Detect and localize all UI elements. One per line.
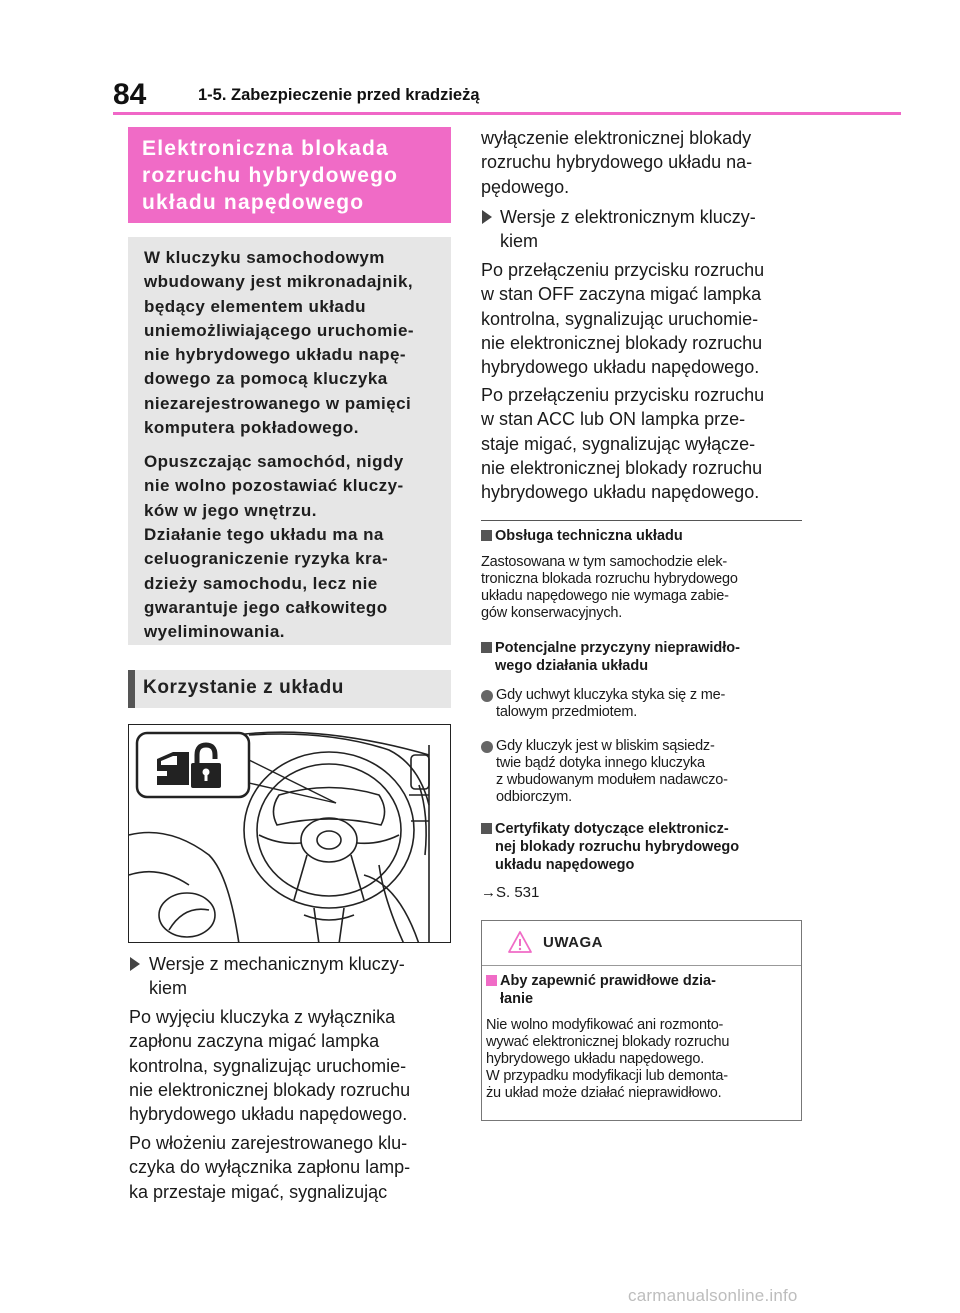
intro-box (128, 237, 451, 645)
header-rule (113, 112, 901, 115)
certs-heading: Certyfikaty dotyczące elektronicz- nej blokady rozruchu hybrydowego układu napędowego (495, 821, 740, 873)
warning-heading-row (486, 972, 796, 1008)
left-paragraph-1: Po wyjęciu kluczyka z wyłącznika zapłonu zaczyna migać lampka kontrolna, sygnalizując uruchomie- nie elektronicznej blokady rozruchu hybrydowego układu napędowego. (129, 1007, 411, 1125)
right-paragraph-2: Po przełączeniu przycisku rozruchu w stan ACC lub ON lampka prze- staje migać, sygnalizując wyłącze- nie elektronicznej blokady rozruchu hybrydowego układu napędowego. (481, 385, 765, 503)
causes-note (481, 639, 802, 675)
page-number: 84 (113, 78, 147, 111)
section-title: Elektroniczna blokada rozruchu hybrydowego układu napędowego (142, 137, 399, 214)
triangle-bullet-icon (482, 210, 492, 224)
chapter-title: 1-5. Zabezpieczenie przed kradzieżą (198, 86, 480, 104)
maintenance-heading: Obsługa techniczna układu (495, 528, 683, 544)
right-continuation: wyłączenie elektronicznej blokady rozruchu hybrydowego układu na- pędowego. (481, 128, 753, 197)
square-bullet-icon (481, 823, 492, 834)
square-bullet-icon (486, 975, 497, 986)
warning-header (482, 921, 801, 961)
usage-heading-label: Korzystanie z układu (143, 677, 344, 698)
right-paragraph-1: Po przełączeniu przycisku rozruchu w stan OFF zaczyna migać lampka kontrolna, sygnalizując uruchomie- nie elektronicznej blokady rozruchu hybrydowego układu napędowego. (481, 260, 765, 378)
variant-electronic-label: Wersje z elektronicznym kluczy- kiem (500, 207, 756, 251)
warning-triangle-icon (507, 930, 533, 954)
variant-electronic-key (482, 205, 802, 253)
heading-bar (128, 670, 135, 708)
left-paragraph-2: Po włożeniu zarejestrowanego klu- czyka do wyłącznika zapłonu lamp- ka przestaje migać, sygnalizując (129, 1133, 411, 1202)
cause-item-1 (481, 687, 802, 721)
dashboard-illustration (128, 724, 451, 943)
circle-bullet-icon (481, 690, 493, 702)
certs-page-reference[interactable]: →S. 531 (481, 884, 540, 901)
intro-paragraph-1: W kluczyku samochodowym wbudowany jest mikronadajnik, będący elementem układu uniemożliwiającego uruchomie- nie hybrydowego układu napę- dowego za pomocą kluczyka niezarejestrowanego w pamięci komputera pokładowego. (144, 248, 414, 438)
certs-note (481, 820, 802, 874)
causes-heading: Potencjalne przyczyny nieprawidło- wego działania układu (495, 640, 740, 674)
maintenance-note (481, 527, 802, 545)
cause-item-2 (481, 738, 802, 806)
notes-divider (481, 520, 802, 521)
warning-label: UWAGA (543, 934, 603, 951)
section-title-box (128, 127, 451, 223)
variant-mechanical-label: Wersje z mechanicznym kluczy- kiem (149, 954, 405, 998)
watermark: carmanualsonline.info (628, 1286, 798, 1305)
intro-paragraph-2: Opuszczając samochód, nigdy nie wolno pozostawiać kluczy- ków w jego wnętrzu. (144, 452, 404, 520)
warning-separator (482, 965, 801, 966)
warning-box (481, 920, 802, 1121)
variant-mechanical-key (130, 952, 450, 1000)
usage-heading (128, 670, 451, 708)
maintenance-text: Zastosowana w tym samochodzie elek- troniczna blokada rozruchu hybrydowego układu napędowego nie wymaga zabie- gów konserwacyjnych. (481, 554, 738, 621)
intro-paragraph-3: Działanie tego układu ma na celuograniczenie ryzyka kra- dzieży samochodu, lecz nie gwarantuje jego całkowitego wyeliminowania. (144, 525, 389, 642)
square-bullet-icon (481, 530, 492, 541)
dashboard-drawing (129, 725, 451, 943)
square-bullet-icon (481, 642, 492, 653)
warning-text: Nie wolno modyfikować ani rozmonto- wywać elektronicznej blokady rozruchu hybrydowego układu napędowego. W przypadku modyfikacji lub demonta- żu układ może działać nieprawidłowo. (486, 1017, 730, 1101)
circle-bullet-icon (481, 741, 493, 753)
warning-heading: Aby zapewnić prawidłowe dzia- łanie (500, 973, 716, 1007)
triangle-bullet-icon (130, 957, 140, 971)
cause-text-2: Gdy kluczyk jest w bliskim sąsiedz- twie bądź dotyka innego kluczyka z wbudowanym modułem nadawczo- odbiorczym. (496, 738, 728, 805)
cause-text-1: Gdy uchwyt kluczyka styka się z me- talowym przedmiotem. (496, 687, 726, 720)
